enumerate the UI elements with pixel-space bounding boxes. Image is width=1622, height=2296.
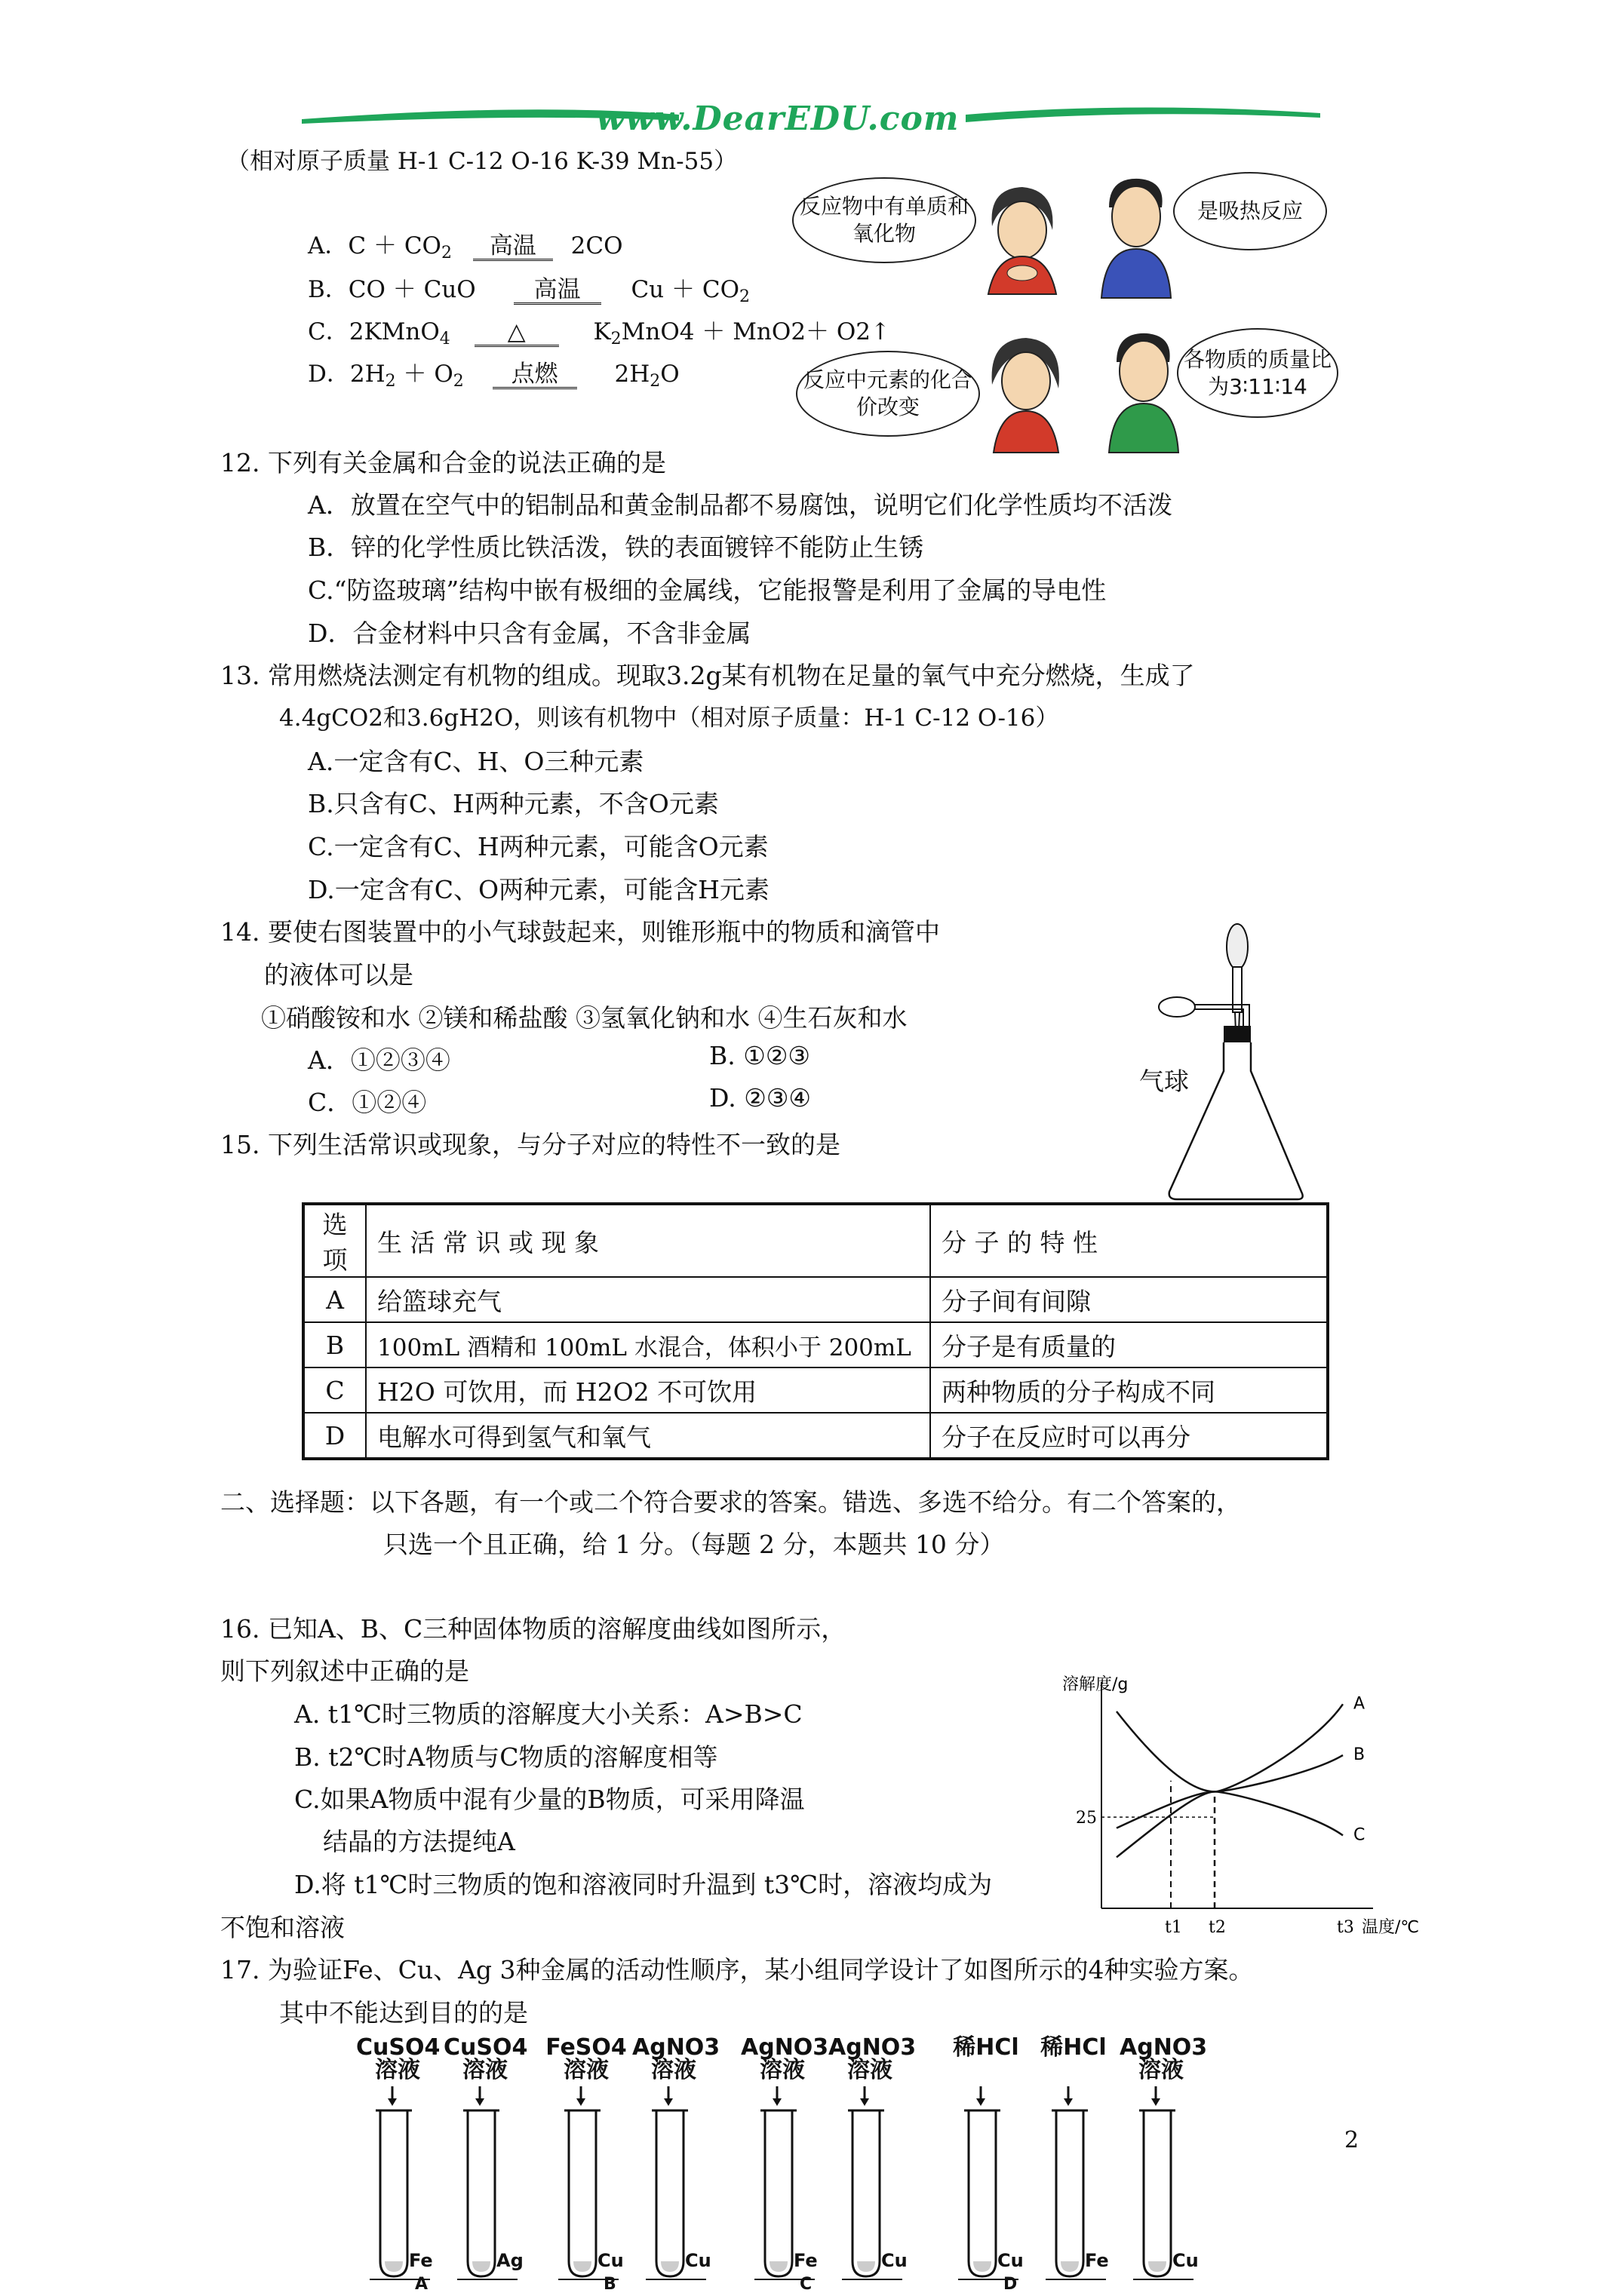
table-cell: H2O 可饮用，而 H2O2 不可饮用 bbox=[366, 1367, 930, 1413]
section-2-heading-2: 只选一个且正确，给 1 分。（每题 2 分，本题共 10 分） bbox=[383, 1530, 1005, 1559]
series-label-b: B bbox=[1353, 1745, 1365, 1764]
q14-stem: 14. 要使右图装置中的小气球鼓起来，则锥形瓶中的物质和滴管中 bbox=[220, 917, 940, 947]
q12-option-a: A．放置在空气中的铝制品和黄金制品都不易腐蚀，说明它们化学性质均不活泼 bbox=[308, 490, 1172, 520]
speech-bubble-2: 是吸热反应 bbox=[1173, 172, 1327, 250]
q11-option-b: B．CO ＋ CuO 高温 $Cu + CO_2$ bbox=[308, 276, 750, 306]
reagent-solution: 溶液 bbox=[375, 2057, 420, 2083]
table-cell: A bbox=[303, 1277, 366, 1322]
table-header-cell: 选项 bbox=[303, 1204, 366, 1277]
group-letter: A bbox=[415, 2275, 429, 2294]
table-header-cell: 生 活 常 识 或 现 象 bbox=[366, 1204, 930, 1277]
q15-table bbox=[302, 1202, 1329, 1460]
table-row bbox=[303, 1413, 1328, 1459]
q13-option-a: A.一定含有C、H、O三种元素 bbox=[308, 747, 644, 776]
q16-option-a: A. t1℃时三物质的溶解度大小关系：A>B>C bbox=[294, 1699, 803, 1729]
q16-option-c-2: 结晶的方法提纯A bbox=[323, 1827, 515, 1856]
table-cell: 100mL 酒精和 100mL 水混合，体积小于 200mL bbox=[366, 1322, 930, 1367]
q13-stem: 13. 常用燃烧法测定有机物的组成。现取3.2g某有机物在足量的氧气中充分燃烧，生成了 bbox=[220, 661, 1195, 690]
q14-option-d: D. ②③④ bbox=[709, 1083, 812, 1113]
q11-option-d: D．$2H_2 + O_2$ 点燃 $2H_2O$ bbox=[308, 361, 680, 391]
metal-label: Cu bbox=[685, 2250, 711, 2271]
section-2-heading: 二、选择题：以下各题，有一个或二个符合要求的答案。错选、多选不给分。有二个答案的， bbox=[220, 1487, 1241, 1517]
table-cell: 电解水可得到氢气和氧气 bbox=[366, 1413, 930, 1459]
q13-stem-2: 4.4gCO2和3.6gH2O，则该有机物中（相对原子质量：H-1 C-12 O-16） bbox=[279, 704, 1059, 732]
cartoon-boy-2 bbox=[1094, 324, 1192, 453]
q13-option-b: B.只含有C、H两种元素，不含O元素 bbox=[308, 789, 719, 818]
group-letter: B bbox=[604, 2275, 616, 2294]
reagent-label bbox=[545, 2034, 628, 2083]
speech-bubble-4: 各物质的质量比为3∶11∶14 bbox=[1177, 328, 1338, 418]
x-tick-label: t3 bbox=[1337, 1918, 1354, 1937]
x-tick-label: t1 bbox=[1165, 1918, 1182, 1937]
q12-option-c: C.“防盗玻璃”结构中嵌有极细的金属线，它能报警是利用了金属的导电性 bbox=[308, 576, 1107, 605]
q13-option-d: D.一定含有C、O两种元素，可能含H元素 bbox=[308, 875, 770, 904]
table-header-cell: 分 子 的 特 性 bbox=[930, 1204, 1328, 1277]
reagent-solution: 溶液 bbox=[760, 2057, 805, 2083]
q16-option-d: D.将 t1℃时三物质的饱和溶液同时升温到 t3℃时，溶液均成为 bbox=[294, 1870, 993, 1899]
reagent-label bbox=[828, 2034, 917, 2083]
reagent-label bbox=[741, 2034, 829, 2083]
metal-label: Cu bbox=[1172, 2250, 1199, 2271]
cartoon-boy-1 bbox=[1086, 170, 1184, 298]
q11-option-a: A．$C + CO_2$ 高温 2CO bbox=[308, 232, 623, 262]
metal-label: Cu bbox=[597, 2250, 624, 2271]
table-cell: 分子在反应时可以再分 bbox=[930, 1413, 1328, 1459]
q14-option-c: C．①②④ bbox=[308, 1088, 427, 1117]
reagent-name: AgNO3 bbox=[632, 2034, 720, 2061]
q13-option-c: C.一定含有C、H两种元素，可能含O元素 bbox=[308, 832, 769, 861]
q16-option-d-2: 不饱和溶液 bbox=[220, 1913, 345, 1942]
q14-option-a: A．①②③④ bbox=[308, 1045, 450, 1075]
reagent-label bbox=[945, 2034, 1028, 2061]
q14-option-b: B. ①②③ bbox=[709, 1041, 810, 1070]
q11-option-c: C．2KMnO$_4$ △ $K_2MnO4 + MnO2+$ O2↑ bbox=[308, 318, 891, 348]
q17-stem: 17. 为验证Fe、Cu、Ag 3种金属的活动性顺序，某小组同学设计了如图所示的4种实验方案。 bbox=[220, 1955, 1254, 1984]
reagent-solution: 溶液 bbox=[1138, 2057, 1184, 2083]
atomic-mass-note: （相对原子质量 H-1 C-12 O-16 K-39 Mn-55） bbox=[226, 148, 738, 175]
table-cell: C bbox=[303, 1367, 366, 1413]
group-letter: D bbox=[1003, 2275, 1018, 2294]
reagent-name: 稀HCl bbox=[1040, 2034, 1107, 2061]
reagent-name: 稀HCl bbox=[953, 2034, 1019, 2061]
speech-bubble-1: 反应物中有单质和氧化物 bbox=[792, 177, 976, 263]
table-cell: 分子间有间隙 bbox=[930, 1277, 1328, 1322]
curve-a bbox=[1117, 1704, 1343, 1857]
q16-option-b: B. t2℃时A物质与C物质的溶解度相等 bbox=[294, 1742, 718, 1772]
table-row bbox=[303, 1322, 1328, 1367]
reagent-name: AgNO3 bbox=[741, 2034, 829, 2061]
reagent-label bbox=[444, 2034, 528, 2083]
reagent-name: AgNO3 bbox=[1120, 2034, 1208, 2061]
table-cell: B bbox=[303, 1322, 366, 1367]
y-axis-label: 溶解度/g bbox=[1062, 1675, 1129, 1694]
cartoon-girl-1 bbox=[973, 181, 1071, 302]
reagent-label bbox=[1032, 2034, 1115, 2061]
reagent-name: FeSO4 bbox=[545, 2034, 627, 2061]
group-letter: C bbox=[800, 2275, 813, 2294]
table-cell: 两种物质的分子构成不同 bbox=[930, 1367, 1328, 1413]
speech-bubble-3: 反应中元素的化合价改变 bbox=[796, 351, 980, 437]
page-number: 2 bbox=[1344, 2127, 1359, 2153]
q17-tube-diagram bbox=[356, 2034, 1283, 2294]
series-label-c: C bbox=[1353, 1825, 1365, 1845]
reagent-solution: 溶液 bbox=[462, 2057, 508, 2083]
table-row bbox=[303, 1277, 1328, 1322]
metal-label: Fe bbox=[794, 2250, 818, 2271]
cartoon-girl-2 bbox=[977, 332, 1075, 453]
balloon-label: 气球 bbox=[1139, 1067, 1189, 1096]
table-cell: 分子是有质量的 bbox=[930, 1322, 1328, 1367]
q16-stem: 16. 已知A、B、C三种固体物质的溶解度曲线如图所示， bbox=[220, 1614, 846, 1644]
x-tick-label: t2 bbox=[1209, 1918, 1226, 1937]
table-cell: 给篮球充气 bbox=[366, 1277, 930, 1322]
reagent-name: CuSO4 bbox=[444, 2034, 528, 2061]
metal-label: Fe bbox=[1085, 2250, 1109, 2271]
reagent-solution: 溶液 bbox=[651, 2057, 696, 2083]
header-site-logo: www.DearEDU.com bbox=[596, 100, 960, 138]
solubility-chart bbox=[1056, 1667, 1420, 1938]
q12-stem: 12. 下列有关金属和合金的说法正确的是 bbox=[220, 448, 666, 477]
q17-stem-2: 其中不能达到目的的是 bbox=[279, 1998, 528, 2027]
q14-choices: ①硝酸铵和水 ②镁和稀盐酸 ③氢氧化钠和水 ④生石灰和水 bbox=[261, 1003, 908, 1033]
q12-option-b: B．锌的化学性质比铁活泼，铁的表面镀锌不能防止生锈 bbox=[308, 533, 924, 562]
table-cell: D bbox=[303, 1413, 366, 1459]
table-header-row bbox=[303, 1204, 1328, 1277]
reagent-solution: 溶液 bbox=[564, 2057, 609, 2083]
q14-stem-2: 的液体可以是 bbox=[264, 960, 413, 990]
y-tick-label: 25 bbox=[1076, 1809, 1097, 1828]
reagent-name: CuSO4 bbox=[356, 2034, 441, 2061]
reagent-solution: 溶液 bbox=[847, 2057, 892, 2083]
table-row bbox=[303, 1367, 1328, 1413]
x-axis-label: 温度/℃ bbox=[1362, 1918, 1420, 1937]
q16-option-c: C.如果A物质中混有少量的B物质，可采用降温 bbox=[294, 1785, 805, 1814]
q15-stem: 15. 下列生活常识或现象，与分子对应的特性不一致的是 bbox=[220, 1130, 840, 1159]
q12-option-d: D．合金材料中只含有金属，不含非金属 bbox=[308, 619, 751, 648]
reagent-label bbox=[632, 2034, 720, 2083]
metal-label: Cu bbox=[997, 2250, 1024, 2271]
metal-label: Ag bbox=[496, 2250, 524, 2271]
reagent-label bbox=[1120, 2034, 1208, 2083]
metal-label: Fe bbox=[409, 2250, 433, 2271]
metal-label: Cu bbox=[881, 2250, 908, 2271]
q16-stem-2: 则下列叙述中正确的是 bbox=[220, 1656, 469, 1686]
series-label-a: A bbox=[1353, 1694, 1365, 1714]
reagent-name: AgNO3 bbox=[828, 2034, 917, 2061]
reagent-label bbox=[356, 2034, 441, 2083]
